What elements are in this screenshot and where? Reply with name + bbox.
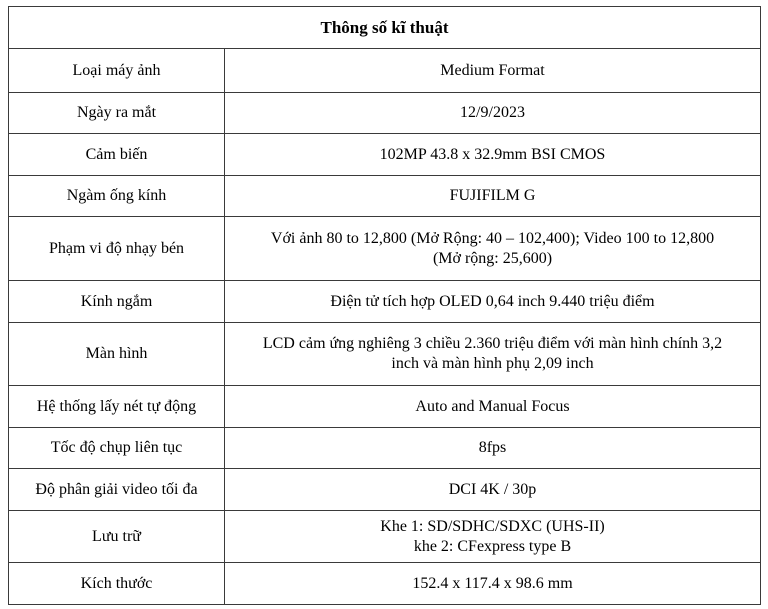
spec-value-line: 152.4 x 117.4 x 98.6 mm: [412, 574, 573, 592]
spec-label: Phạm vi độ nhạy bén: [9, 217, 225, 281]
spec-label: Kính ngắm: [9, 281, 225, 323]
spec-value: [225, 176, 761, 217]
table-header-row: [9, 7, 761, 49]
spec-value-line: 8fps: [478, 439, 507, 456]
spec-value: [225, 49, 761, 93]
spec-table: [8, 6, 761, 605]
spec-value: [225, 469, 761, 511]
spec-label: Hệ thống lấy nét tự động: [9, 386, 225, 428]
table-title: Thông số kĩ thuật: [9, 7, 761, 49]
spec-label: Ngàm ống kính: [9, 176, 225, 217]
spec-value: [225, 93, 761, 134]
spec-value-line: Điện tử tích hợp OLED 0,64 inch 9.440 triệu điểm: [330, 292, 655, 310]
spec-row-storage: [9, 511, 761, 563]
spec-row-dimensions: [9, 563, 761, 605]
spec-row-release-date: [9, 93, 761, 134]
spec-value-line: LCD cảm ứng nghiêng 3 chiều 2.360 triệu điểm với màn hình chính 3,2: [262, 335, 723, 352]
spec-row-sensor: [9, 134, 761, 176]
spec-value-line: Với ảnh 80 to 12,800 (Mở Rộng: 40 – 102,400); Video 100 to 12,800: [270, 229, 715, 247]
spec-value-line: Khe 1: SD/SDHC/SDXC (UHS-II): [380, 517, 605, 535]
spec-row-screen: [9, 323, 761, 386]
spec-row-lens-mount: [9, 176, 761, 217]
spec-row-viewfinder: [9, 281, 761, 323]
spec-row-autofocus: [9, 386, 761, 428]
spec-value: [225, 323, 761, 386]
spec-value: [225, 386, 761, 428]
spec-row-iso-range: [9, 217, 761, 281]
spec-value-line: Medium Format: [440, 61, 545, 79]
spec-value: [225, 428, 761, 469]
spec-label: Tốc độ chụp liên tục: [9, 428, 225, 469]
spec-value: [225, 217, 761, 281]
spec-value-line: DCI 4K / 30p: [448, 480, 537, 498]
spec-row-max-video-resolution: [9, 469, 761, 511]
spec-label: Kích thước: [9, 563, 225, 605]
spec-value: [225, 563, 761, 605]
spec-row-camera-type: [9, 49, 761, 93]
spec-label: Loại máy ảnh: [9, 49, 225, 93]
spec-value-line: (Mở rộng: 25,600): [432, 249, 553, 267]
spec-label: Độ phân giải video tối đa: [9, 469, 225, 511]
spec-row-burst-speed: [9, 428, 761, 469]
spec-value-line: 12/9/2023: [460, 104, 525, 121]
spec-value: [225, 281, 761, 323]
spec-label: Cảm biến: [9, 134, 225, 176]
spec-value: [225, 511, 761, 563]
spec-value: [225, 134, 761, 176]
spec-value-line: Auto and Manual Focus: [415, 397, 570, 415]
spec-label: Ngày ra mắt: [9, 93, 225, 134]
spec-value-line: khe 2: CFexpress type B: [413, 537, 572, 555]
spec-value-line: FUJIFILM G: [449, 187, 536, 204]
spec-value-line: inch và màn hình phụ 2,09 inch: [391, 355, 594, 372]
spec-value-line: 102MP 43.8 x 32.9mm BSI CMOS: [379, 145, 606, 163]
spec-label: Lưu trữ: [9, 511, 225, 563]
spec-label: Màn hình: [9, 323, 225, 386]
